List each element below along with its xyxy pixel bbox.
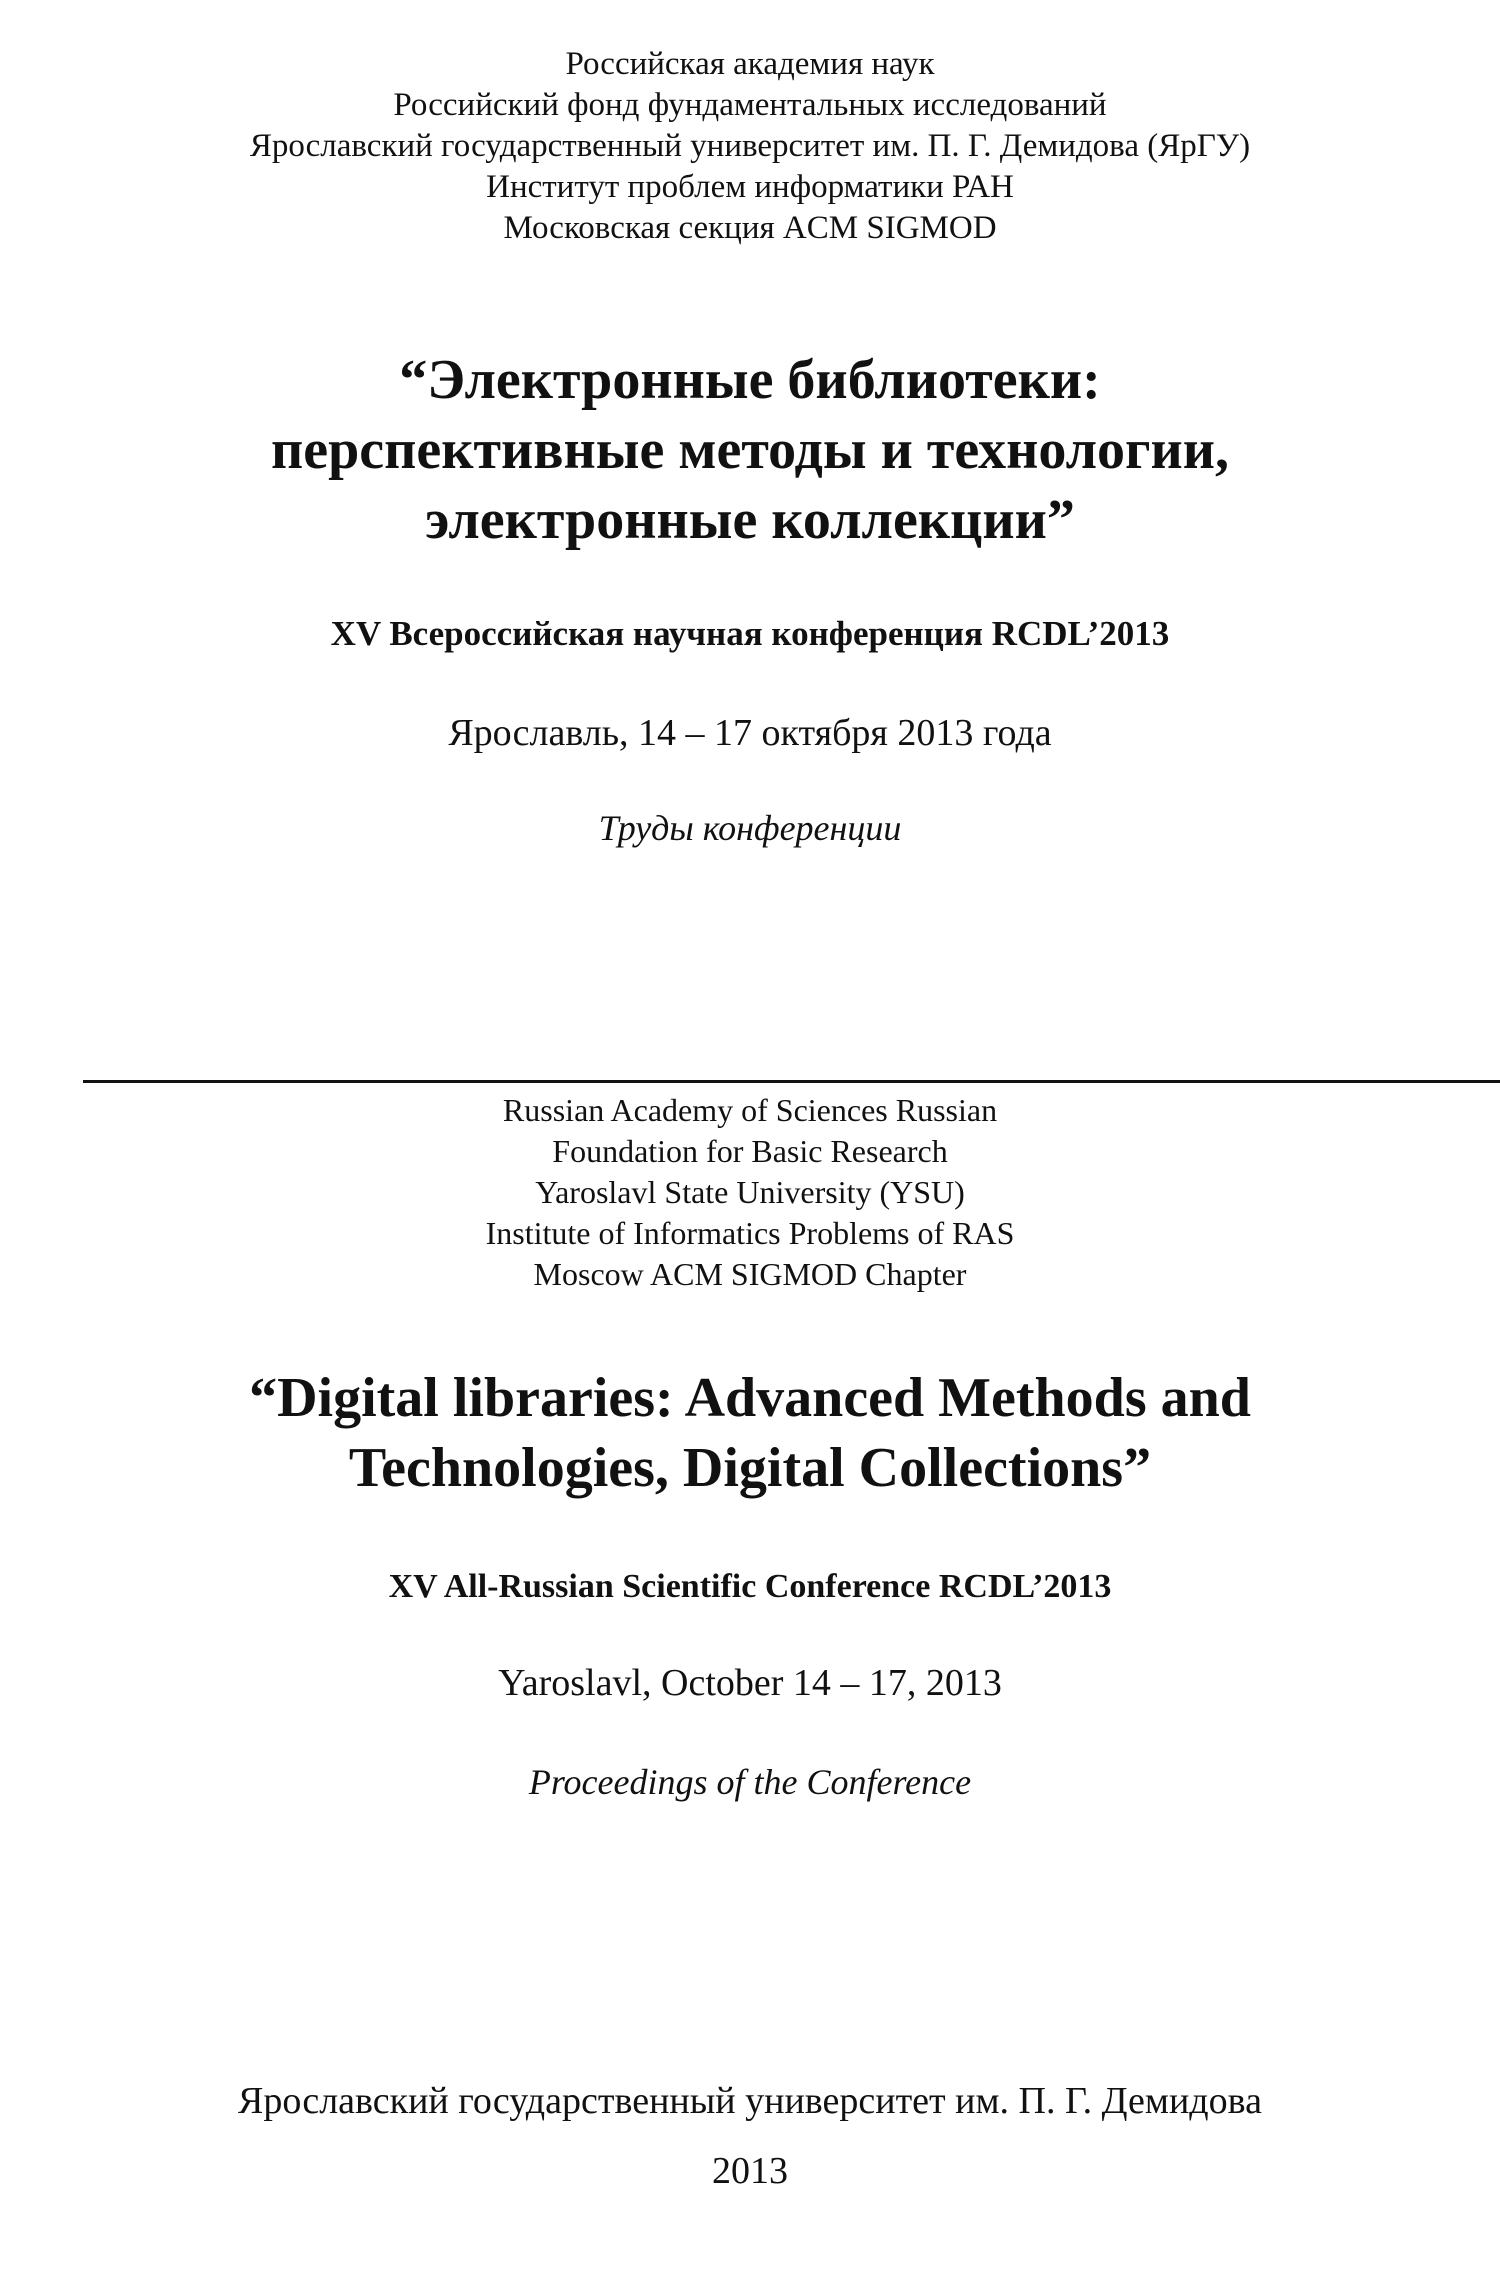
ru-org-line: Ярославский государственный университет им. П. Г. Демидова (ЯрГУ) <box>249 128 1251 164</box>
en-conference: XV All-Russian Scientific Conference RCDL’2013 <box>388 1568 1112 1605</box>
ru-place-date: Ярославль, 14 – 17 октября 2013 года <box>448 712 1052 754</box>
en-org-line: Foundation for Basic Research <box>552 1133 948 1169</box>
section-divider <box>83 1080 1500 1083</box>
ru-org-line: Институт проблем информатики РАН <box>486 169 1014 205</box>
en-proceedings: Proceedings of the Conference <box>528 1762 972 1802</box>
en-organizations <box>0 1090 1500 1295</box>
ru-title-line: “Электронные библиотеки: <box>399 349 1101 411</box>
ru-title <box>0 345 1500 555</box>
ru-conference: XV Всероссийская научная конференция RCDL’2013 <box>330 614 1170 653</box>
ru-title-line: электронные коллекции” <box>425 489 1075 551</box>
publisher: Ярославский государственный университет им. П. Г. Демидова <box>238 2080 1262 2122</box>
publication-year: 2013 <box>712 2150 788 2192</box>
en-org-line: Yaroslavl State University (YSU) <box>535 1174 965 1210</box>
ru-organizations <box>0 44 1500 249</box>
ru-org-line: Московская секция ACM SIGMOD <box>503 210 997 246</box>
ru-proceedings: Труды конференции <box>598 808 902 848</box>
en-place-date: Yaroslavl, October 14 – 17, 2013 <box>498 1662 1002 1704</box>
en-title <box>0 1363 1500 1503</box>
ru-org-line: Российская академия наук <box>565 46 935 82</box>
en-title-line: “Digital libraries: Advanced Methods and <box>249 1367 1251 1429</box>
en-org-line: Russian Academy of Sciences Russian <box>502 1092 998 1128</box>
ru-title-line: перспективные методы и технологии, <box>271 419 1229 481</box>
en-title-line: Technologies, Digital Collections” <box>348 1437 1152 1499</box>
ru-org-line: Российский фонд фундаментальных исследований <box>393 87 1107 123</box>
en-org-line: Moscow ACM SIGMOD Chapter <box>533 1256 967 1292</box>
en-org-line: Institute of Informatics Problems of RAS <box>485 1215 1015 1251</box>
